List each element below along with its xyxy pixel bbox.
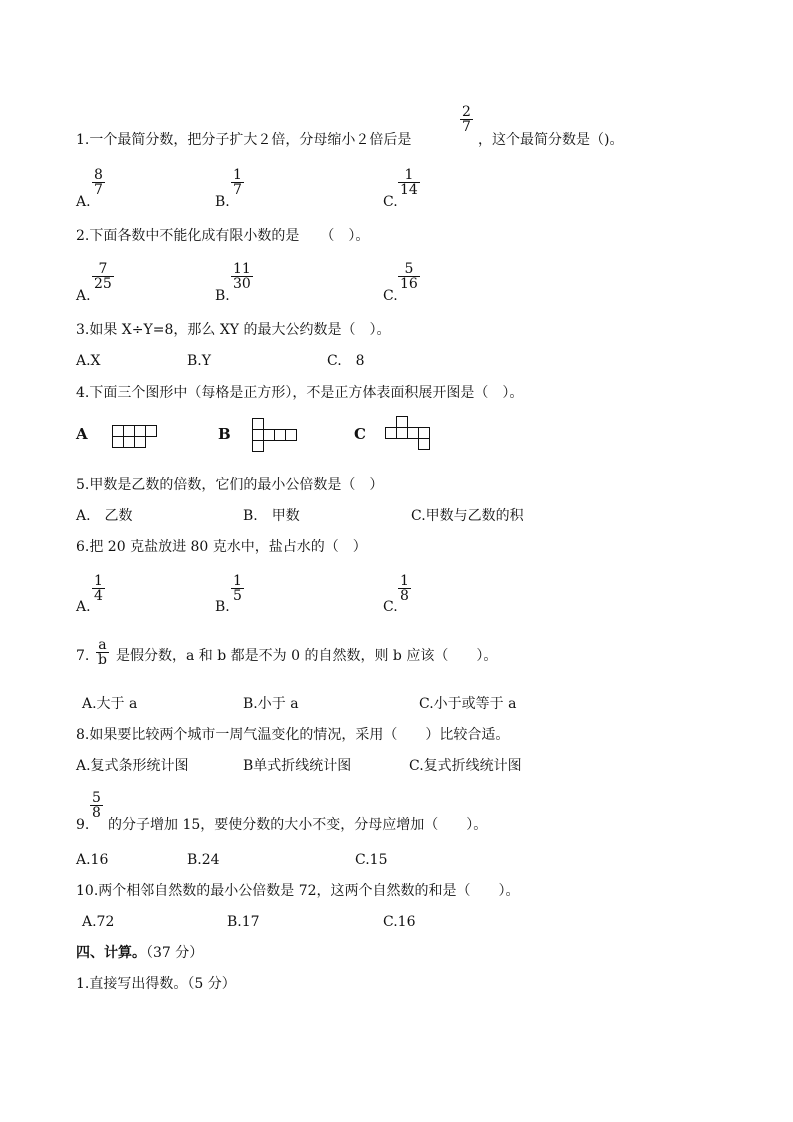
q5-option-c: C.甲数与乙数的积: [411, 508, 524, 524]
q2-option-a-fraction: [92, 262, 114, 291]
q6-c-den: 8: [400, 588, 409, 604]
q1-option-a-fraction: [92, 168, 105, 197]
q6-c-num: 1: [400, 573, 409, 589]
q1-option-b-label: B.: [215, 194, 230, 210]
q7-option-c: C.小于或等于 a: [419, 696, 517, 712]
q6-option-c-label: C.: [383, 599, 398, 615]
q4-figure-a: [112, 425, 160, 451]
q3-option-c: C. 8: [327, 353, 365, 369]
q1-a-num: 8: [94, 167, 103, 183]
q6-a-den: 4: [94, 588, 103, 604]
q1-fraction-num: 2: [462, 104, 471, 120]
q1-c-den: 14: [400, 182, 418, 198]
q1-b-num: 1: [233, 167, 242, 183]
q2-text: 2.下面各数中不能化成有限小数的是 （ ）。: [76, 228, 370, 244]
q2-a-den: 25: [94, 276, 112, 292]
q9-text: 的分子增加 15，要使分数的大小不变，分母应增加（ ）。: [108, 817, 488, 833]
q7-frac-num: a: [96, 638, 109, 653]
q8-option-b: B单式折线统计图: [243, 758, 352, 774]
q3-option-b: B.Y: [187, 353, 211, 369]
q2-c-num: 5: [398, 262, 420, 277]
q9-option-b: B.24: [187, 852, 220, 868]
sub1-text: 1.直接写出得数。（5 分）: [76, 976, 236, 992]
q1-a-den: 7: [94, 182, 103, 198]
q6-a-num: 1: [94, 573, 103, 589]
q2-option-c-label: C.: [383, 288, 398, 304]
q1-b-den: 7: [233, 182, 242, 198]
q4-label-b: B: [218, 425, 231, 443]
q2-option-a-label: A.: [76, 288, 91, 304]
q9-frac-den: 8: [92, 805, 101, 821]
q4-figure-c: [385, 416, 435, 456]
q5-text: 5.甲数是乙数的倍数，它们的最小公倍数是（ ）: [76, 477, 384, 493]
section4-score: （37 分）: [146, 945, 204, 961]
q9-option-a: A.16: [76, 852, 109, 868]
q6-text: 6.把 20 克盐放进 80 克水中，盐占水的（ ）: [76, 539, 367, 555]
q8-option-a: A.复式条形统计图: [76, 758, 189, 774]
q1-text-b: ，这个最简分数是（)。: [478, 132, 624, 148]
section4-title: 四、计算。: [76, 945, 146, 961]
q1-text-a: 1.一个最简分数，把分子扩大２倍，分母缩小２倍后是: [76, 132, 412, 148]
q4-label-c: C: [354, 425, 366, 443]
q7-fraction: [96, 638, 109, 667]
q2-b-den: 30: [233, 276, 251, 292]
q4-text: 4.下面三个图形中（每格是正方形），不是正方体表面积展开图是（ ）。: [76, 385, 524, 401]
q7-text: 是假分数，a 和 b 都是不为 0 的自然数，则 b 应该（ ）。: [116, 648, 498, 664]
q6-option-b-fraction: [231, 574, 244, 603]
q8-option-c: C.复式折线统计图: [409, 758, 522, 774]
q6-b-den: 5: [233, 588, 242, 604]
q6-option-c-fraction: [398, 574, 411, 603]
q1-option-b-fraction: [231, 168, 244, 197]
q9-frac-num: 5: [92, 790, 101, 806]
q7-option-a: A.大于 a: [82, 696, 138, 712]
q5-option-b: B. 甲数: [243, 508, 300, 524]
q6-option-a-label: A.: [76, 599, 91, 615]
q9-prefix: 9.: [76, 817, 90, 833]
q2-b-num: 11: [233, 261, 251, 277]
q7-frac-den: b: [98, 652, 107, 668]
q7-option-b: B.小于 a: [243, 696, 299, 712]
q4-label-a: A: [76, 425, 88, 443]
q7-prefix: 7.: [76, 648, 90, 664]
q1-fraction-den: 7: [462, 119, 471, 135]
q3-text: 3.如果 X÷Y=8，那么 XY 的最大公约数是（ ）。: [76, 322, 391, 338]
q10-text: 10.两个相邻自然数的最小公倍数是 72，这两个自然数的和是（ ）。: [76, 883, 520, 899]
q1-c-num: 1: [398, 168, 420, 183]
q8-text: 8.如果要比较两个城市一周气温变化的情况，采用（ ）比较合适。: [76, 727, 510, 743]
q2-option-b-label: B.: [215, 288, 230, 304]
q1-option-c-fraction: [398, 168, 420, 197]
q1-option-a-label: A.: [76, 194, 91, 210]
q2-a-num: 7: [92, 262, 114, 277]
q2-option-b-fraction: [231, 262, 253, 291]
q2-option-c-fraction: [398, 262, 420, 291]
q6-option-b-label: B.: [215, 599, 230, 615]
q10-option-a: A.72: [82, 914, 115, 930]
q5-option-a: A. 乙数: [76, 508, 133, 524]
q10-option-b: B.17: [227, 914, 260, 930]
q9-option-c: C.15: [355, 852, 388, 868]
section4-heading: [76, 945, 203, 961]
q3-option-a: A.X: [76, 353, 101, 369]
q2-c-den: 16: [400, 276, 418, 292]
q6-b-num: 1: [233, 573, 242, 589]
q6-option-a-fraction: [92, 574, 105, 603]
q1-option-c-label: C.: [383, 194, 398, 210]
q4-figure-b: [252, 418, 302, 458]
q10-option-c: C.16: [383, 914, 416, 930]
q9-fraction: [90, 791, 103, 820]
q1-fraction: [460, 105, 473, 134]
